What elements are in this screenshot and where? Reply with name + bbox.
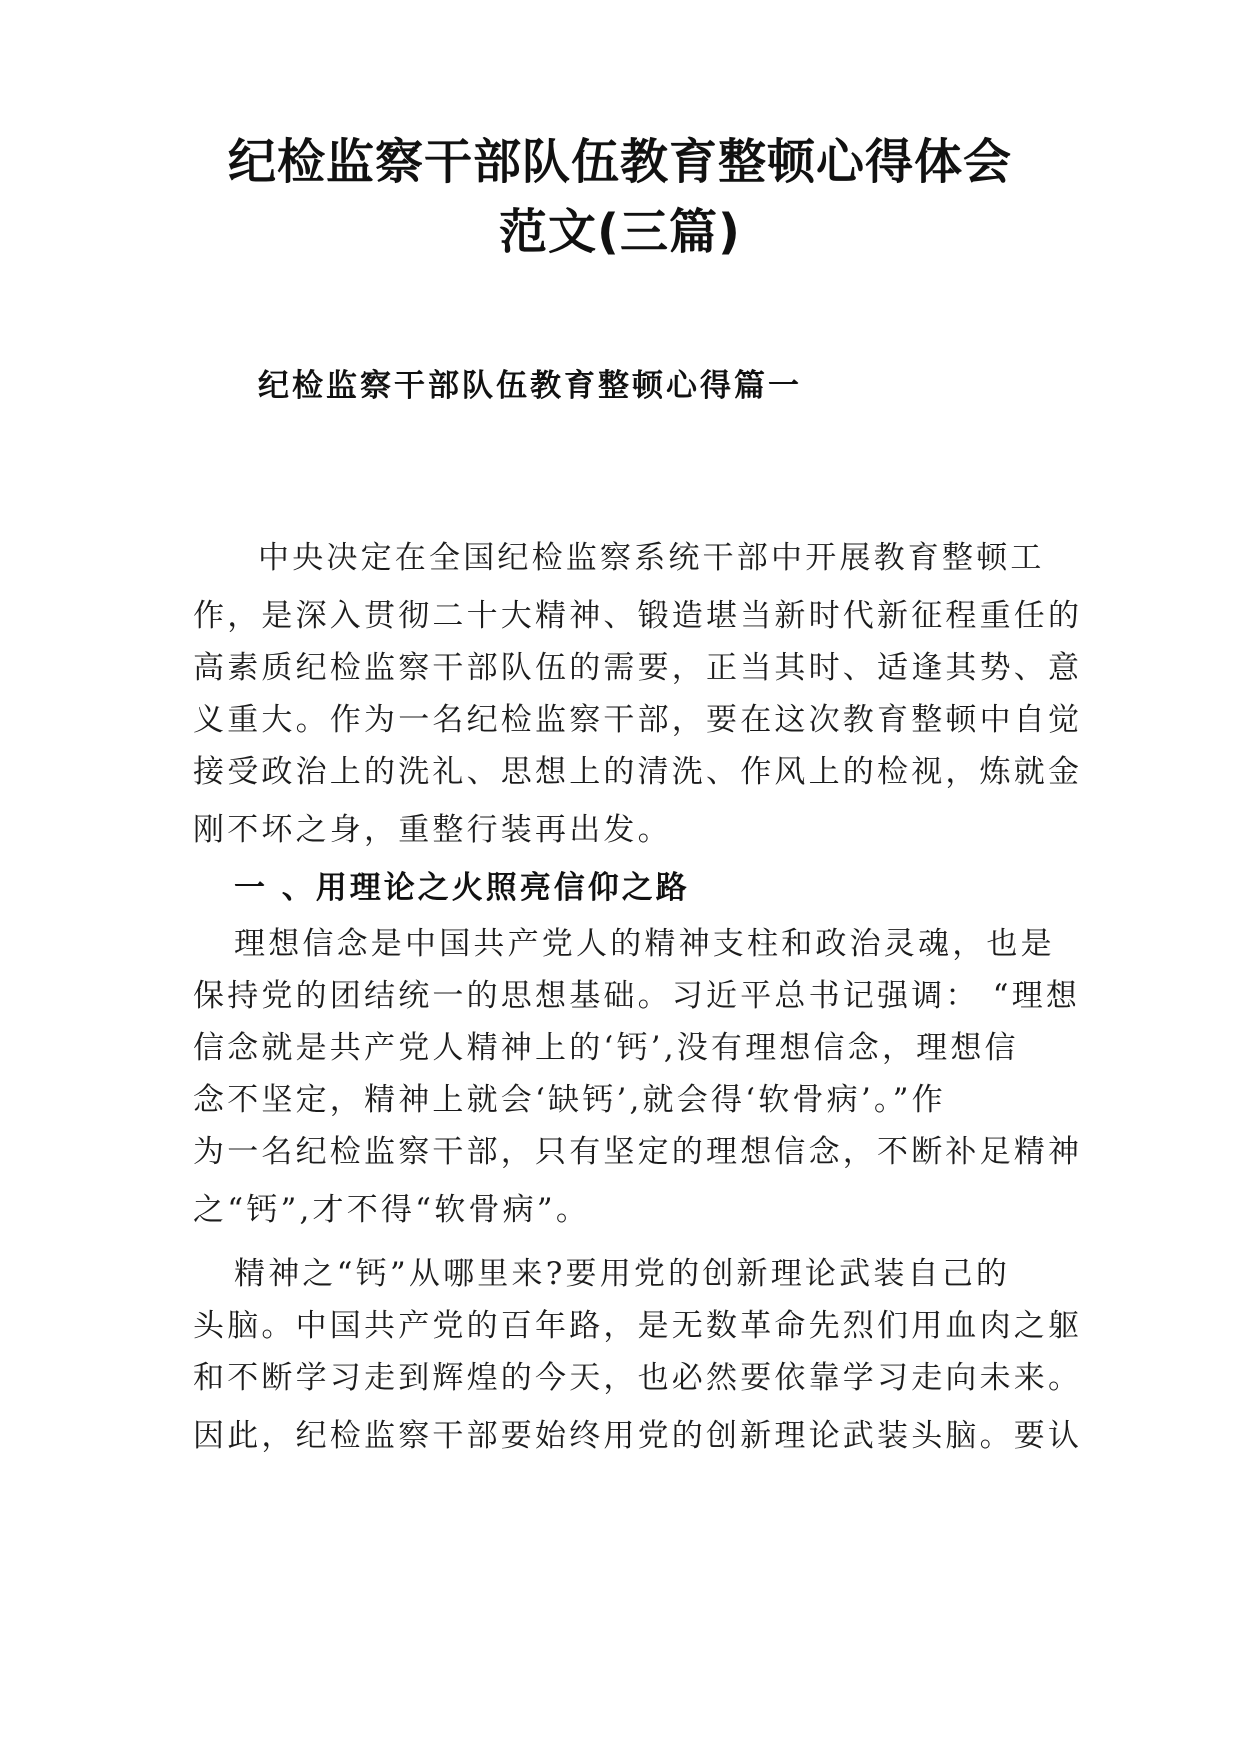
paragraph-2-line-6: 之“钙”,才不得“软骨病”。	[193, 1192, 591, 1228]
paragraph-3-line-1: 精神之“钙”从哪里来?要用党的创新理论武装自己的	[234, 1256, 1011, 1292]
document-title-line-2: 范文(三篇)	[499, 204, 741, 260]
document-title-line-1: 纪检监察干部队伍教育整顿心得体会	[227, 134, 1012, 190]
section-heading: 纪检监察干部队伍教育整顿心得篇一	[258, 368, 802, 404]
paragraph-2-line-2: 保持党的团结统一的思想基础。习近平总书记强调： “理想	[193, 978, 1081, 1014]
paragraph-1-line-6: 刚不坏之身，重整行装再出发。	[193, 812, 672, 848]
paragraph-2-line-5: 为一名纪检监察干部，只有坚定的理想信念，不断补足精神	[193, 1134, 1083, 1170]
paragraph-3-line-3: 和不断学习走到辉煌的今天，也必然要依靠学习走向未来。	[193, 1360, 1083, 1396]
paragraph-3-line-2: 头脑。中国共产党的百年路，是无数革命先烈们用血肉之躯	[193, 1308, 1083, 1344]
paragraph-1-line-5: 接受政治上的洗礼、思想上的清洗、作风上的检视，炼就金	[193, 754, 1083, 790]
paragraph-2-line-3: 信念就是共产党人精神上的‘钙’,没有理想信念，理想信	[193, 1030, 1019, 1066]
paragraph-3-line-4: 因此，纪检监察干部要始终用党的创新理论武装头脑。要认	[193, 1418, 1083, 1454]
paragraph-2-line-4: 念不坚定，精神上就会‘缺钙’,就会得‘软骨病’。”作	[193, 1082, 946, 1118]
paragraph-1-line-1: 中央决定在全国纪检监察系统干部中开展教育整顿工	[258, 540, 1045, 576]
paragraph-2-line-1: 理想信念是中国共产党人的精神支柱和政治灵魂，也是	[234, 926, 1055, 962]
paragraph-1-line-4: 义重大。作为一名纪检监察干部，要在这次教育整顿中自觉	[193, 702, 1083, 738]
paragraph-1-line-3: 高素质纪检监察干部队伍的需要，正当其时、适逢其势、意	[193, 650, 1083, 686]
point-1-heading: 一 、用理论之火照亮信仰之路	[234, 870, 690, 906]
paragraph-1-line-2: 作，是深入贯彻二十大精神、锻造堪当新时代新征程重任的	[193, 598, 1083, 634]
